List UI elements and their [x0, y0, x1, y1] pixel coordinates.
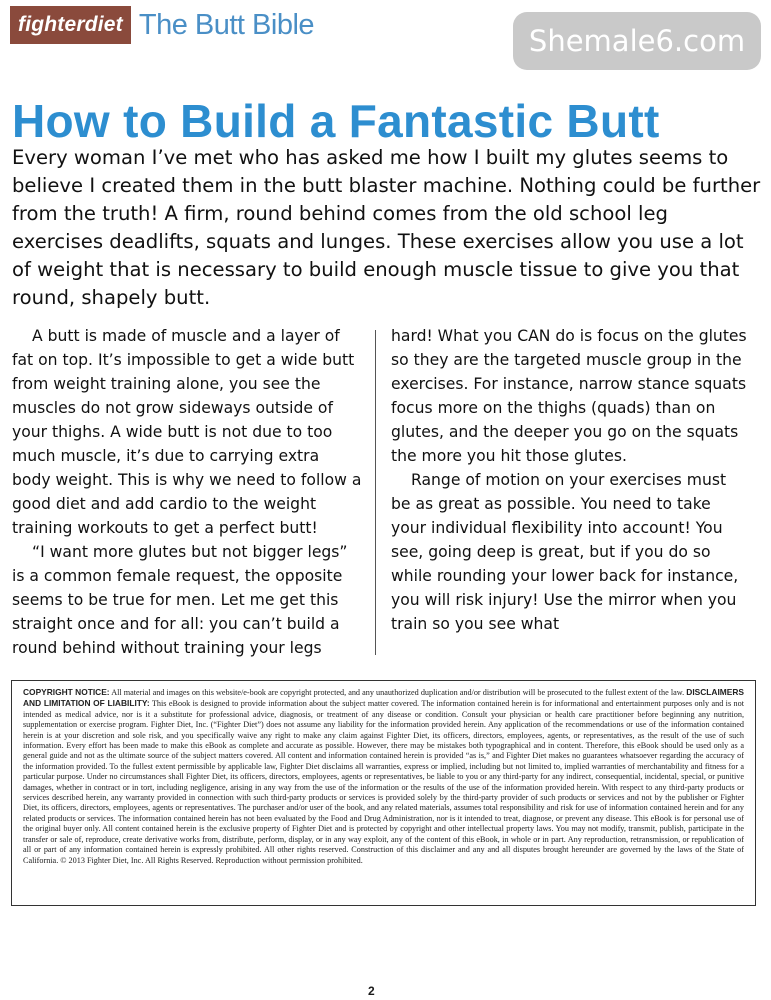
left-column: [12, 324, 362, 660]
right-paragraph-2: Range of motion on your exercises must be as great as possible. You need to take your individual flexibility into account! You see, going deep is great, but if you do so while rounding your lower back for instance, you will risk injury! Use the mirror when you train so you see what: [391, 471, 739, 633]
article-title: How to Build a Fantastic Butt: [12, 95, 660, 147]
article-intro: Every woman I’ve met who has asked me how I built my glutes seems to believe I created them in the butt blaster machine. Nothing could be further from the truth! A firm, round behind comes from the old school leg exercises deadlifts, squats and lunges. These exercises allow you use a lot of weight that is necessary to build enough muscle tissue to give you that round, shapely butt.: [12, 146, 761, 309]
copyright-label: COPYRIGHT NOTICE:: [23, 687, 110, 697]
copyright-text: All material and images on this website/e-book are copyright protected, and any unauthorized duplication and/or distribution will be prosecuted to the fullest extent of the law.: [109, 688, 687, 697]
watermark-badge: Shemale6.com: [513, 12, 761, 70]
disclaimer-text: This eBook is designed to provide information about the subject matter covered. The information contained herein is for informational and entertainment purposes only and is not intended as medical advice, nor is it a substitute for professional advice, diagnosis, or treatment of any disease or condition. Consult your physician or health care practitioner before beginning any nutrition, supplementation or exercise program. Fighter Diet, Inc. (“Fighter Diet”) does not assume any liability for the information provided herein. Any application of the recommendations or use of the information contained herein is at your discretion and sole risk, and you specifically waive any right to make any claim against Fighter Diet, its officers, directors, employees, agents, or representatives, as the result of the use of such information. Every effort has been made to make this eBook as complete and accurate as possible. However, there may be mistakes both typographical and in content. Therefore, this eBook should be used only as a general guide and not as the ultimate source of the subject matters covered. All content and information contained herein is provided “as is,” and Fighter Diet makes no guarantees whatsoever regarding the accuracy of the information provided. To the fullest extent permissible by applicable law, Fighter Diet disclaims all warranties, express or implied, including but not limited to, implied warranties of merchantability and fitness for a particular purpose. Under no circumstances shall Fighter Diet, its officers, directors, employees, agents or representatives, be liable to you or any third-party for any indirect, consequential, incidental, special, or punitive damages, whether in contract or in tort, including negligence, arising in any way from the use of the information or the results of the use of the information provided herein. With respect to any third-party products or services described herein, any warranty provided in connection with such third-party products or services is provided solely by the third-party provider of such products or services and not by the publisher or Fighter Diet, its officers, directors, employees, agents or representatives. The purchaser and/or user of the book, and any related materials, assumes total responsibility and risk for use of information contained herein and for any related products or services. The information contained herein has not been evaluated by the Food and Drug Administration, nor is it intended to treat, diagnose, or prevent any disease. This eBook is for personal use of the original buyer only. All content contained herein is the exclusive property of Fighter Diet and is protected by copyright and other intellectual property laws. You may not modify, transmit, publish, participate in the transfer or sale of, reproduce, create derivative works from, distribute, perform, display, or in any way exploit, any of the content of this eBook, in whole or in part. Any reproduction, retransmission, or republication of all or part of any information contained herein is expressly prohibited. All other rights reserved. Construction of this disclaimer and any and all disputes brought hereunder are governed by the laws of the State of California. © 2013 Fighter Diet, Inc. All Rights Reserved. Reproduction without permission prohibited.: [23, 699, 745, 865]
legal-notice-box: [11, 680, 756, 906]
book-title: The Butt Bible: [138, 8, 315, 41]
right-column: [391, 324, 749, 636]
page-number: 2: [368, 984, 375, 998]
right-paragraph-1: hard! What you CAN do is focus on the glutes so they are the targeted muscle group in the exercises. For instance, narrow stance squats focus more on the thighs (quads) than on glutes, and the deeper you go on the squats the more you hit those glutes.: [391, 327, 747, 465]
left-paragraph-2: “I want more glutes but not bigger legs” is a common female request, the opposite seems to be true for men. Let me get this straight once and for all: you can’t build a round behind without training your legs: [12, 543, 348, 657]
disclaimer-label: DISCLAIMERS AND LIMITATION OF LIABILITY:: [23, 687, 744, 709]
brand-logo: fighterdiet: [10, 6, 131, 44]
left-paragraph-1: A butt is made of muscle and a layer of fat on top. It’s impossible to get a wide butt from weight training alone, you see the muscles do not grow sideways outside of your thighs. A wide butt is not due to too much muscle, it’s due to carrying extra body weight. This is why we need to follow a good diet and add cardio to the weight training workouts to get a perfect butt!: [12, 327, 362, 537]
page-header: [10, 6, 314, 44]
column-divider: [375, 330, 376, 655]
